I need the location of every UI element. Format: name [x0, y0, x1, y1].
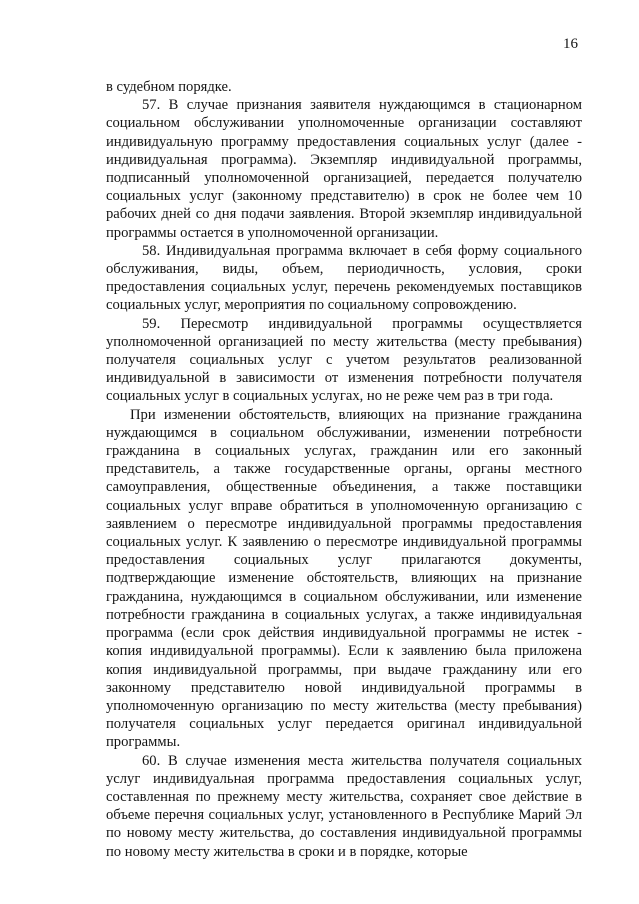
paragraph-59: 59. Пересмотр индивидуальной программы осуществляется уполномоченной организацией по месту жительства (месту пребывания) получателя социальных услуг с учетом результатов реализованной индивидуальной в зависимости от изменения потребности получателя социальных услуг в социальных услугах, но не реже чем раз в три года.: [106, 315, 582, 405]
paragraph-59-continued: При изменении обстоятельств, влияющих на признание гражданина нуждающимся в социальном обслуживании, изменении потребности гражданина в социальных услугах, гражданин или его законный представитель, а также государственные органы, органы местного самоуправления, общественные объединения, а также поставщики социальных услуг вправе обратиться в уполномоченную организацию с заявлением о пересмотре индивидуальной программы предоставления социальных услуг. К заявлению о пересмотре индивидуальной программы предоставления социальных услуг прилагаются документы, подтверждающие изменение обстоятельств, влияющих на признание гражданина, нуждающимся в социальном обслуживании, или изменение потребности гражданина в социальных услугах, а также индивидуальная программа (если срок действия индивидуальной программы не истек - копия индивидуальной программы). Если к заявлению была приложена копия индивидуальной программы, при выдаче гражданину или его законному представителю новой индивидуальной программы в уполномоченную организацию по месту жительства (месту пребывания) получателя социальных услуг передается оригинал индивидуальной программы.: [106, 406, 582, 751]
paragraph-continuation: в судебном порядке.: [106, 79, 232, 95]
paragraph-58: 58. Индивидуальная программа включает в себя форму социального обслуживания, виды, объем, периодичность, условия, сроки предоставления социальных услуг, перечень рекомендуемых поставщиков социальных услуг, мероприятия по социальному сопровождению.: [106, 242, 582, 314]
page-number: 16: [563, 36, 578, 52]
paragraph-60: 60. В случае изменения места жительства получателя социальных услуг индивидуальная программа предоставления социальных услуг, составленная по прежнему месту жительства, сохраняет свое действие в объеме перечня социальных услуг, установленного в Республике Марий Эл по новому месту жительства, до составления индивидуальной программы по новому месту жительства в сроки и в порядке, которые: [106, 752, 582, 860]
document-body: [106, 78, 582, 861]
paragraph-57: 57. В случае признания заявителя нуждающимся в стационарном социальном обслуживании уполномоченные организации составляют индивидуальную программу предоставления социальных услуг (далее - индивидуальная программа). Экземпляр индивидуальной программы, подписанный уполномоченной организацией, передается получателю социальных услуг (законному представителю) в срок не более чем 10 рабочих дней со дня подачи заявления. Второй экземпляр индивидуальной программы остается в уполномоченной организации.: [106, 97, 582, 241]
